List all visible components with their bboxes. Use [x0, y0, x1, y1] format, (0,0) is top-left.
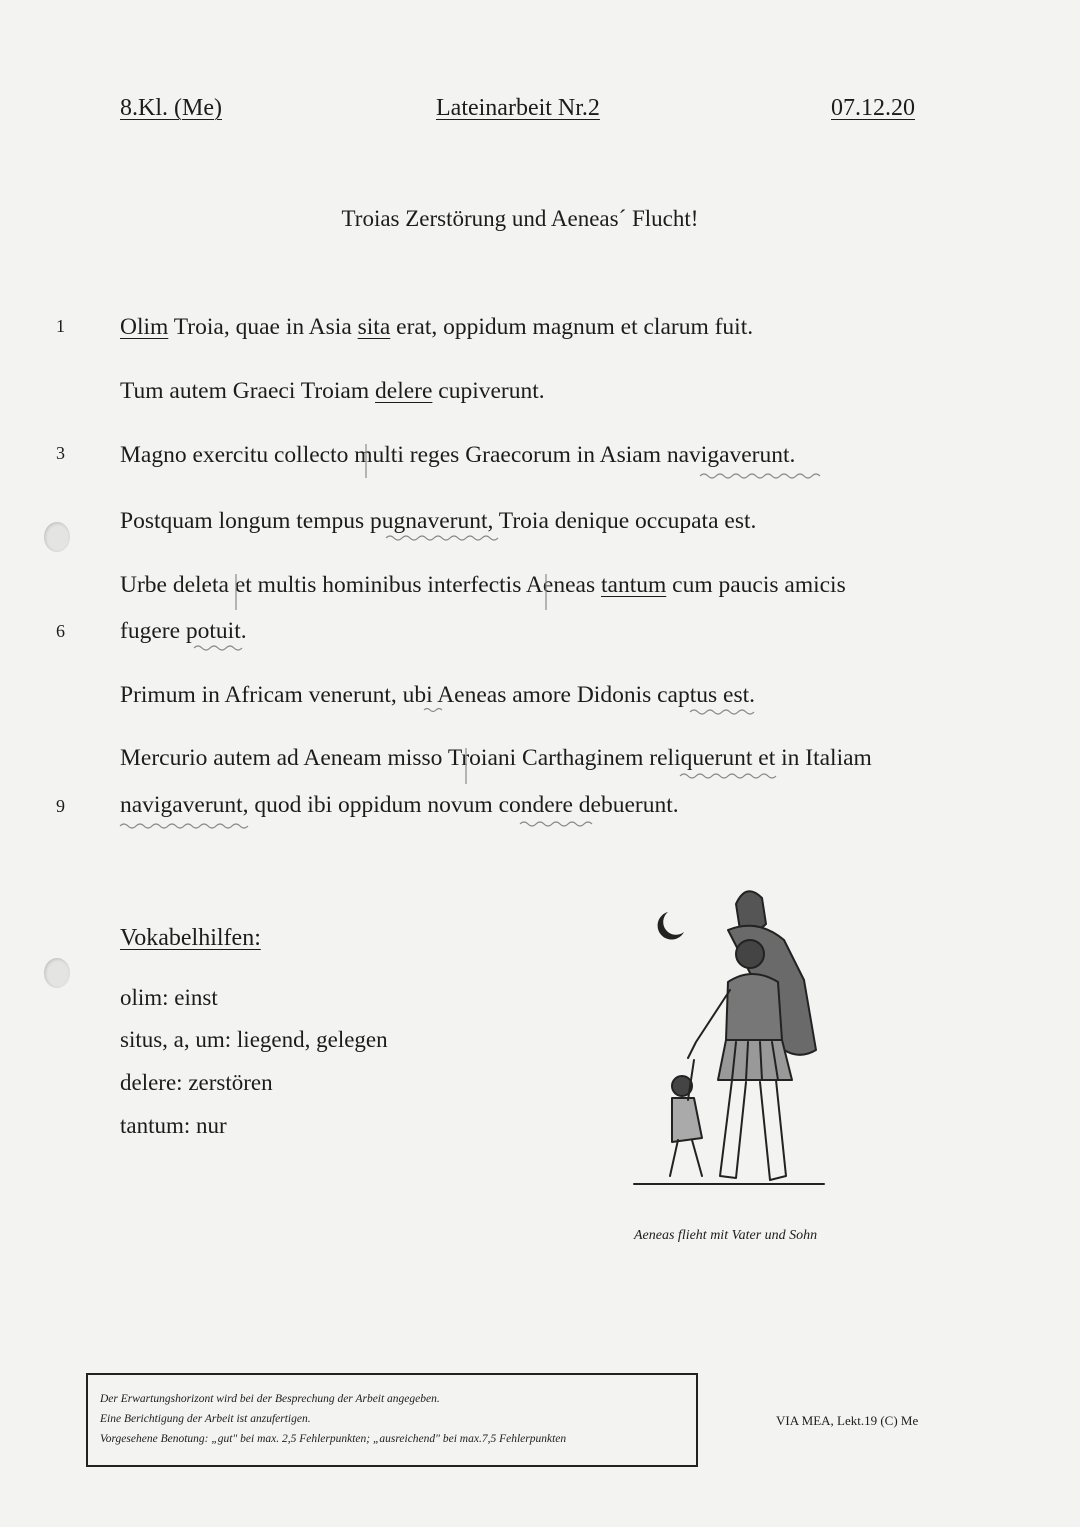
text-line-7: Primum in Africam venerunt, ubi Aeneas amore Didonis captus est.	[120, 682, 756, 708]
test-title: Lateinarbeit Nr.2	[436, 95, 600, 121]
text-line-6: fugere potuit.	[120, 618, 247, 644]
text-line-4: Postquam longum tempus pugnaverunt, Troia denique occupata est.	[120, 508, 757, 534]
aeneas-figure-icon	[628, 870, 838, 1200]
footer-notes-box	[86, 1373, 698, 1467]
vocab-word: delere	[375, 378, 433, 404]
vocab-item: tantum: nur	[120, 1113, 227, 1138]
line-number: 3	[56, 443, 65, 463]
source-credit: VIA MEA, Lekt.19 (C) Me	[776, 1413, 919, 1428]
line-number: 6	[56, 621, 65, 641]
text-segment: cupiverunt.	[432, 378, 545, 404]
punch-hole-bottom	[44, 958, 70, 988]
vocab-heading: Vokabelhilfen:	[120, 925, 261, 951]
vocab-item: olim: einst	[120, 985, 218, 1010]
line-number: 1	[56, 316, 65, 336]
footer-note: Der Erwartungshorizont wird bei der Besprechung der Arbeit angegeben.	[100, 1393, 440, 1405]
text-line-3: Magno exercitu collecto multi reges Graecorum in Asiam navigaverunt.	[120, 442, 796, 468]
vocab-word: Olim	[120, 314, 169, 340]
text-segment: erat, oppidum magnum et clarum fuit.	[390, 314, 754, 340]
text-segment: Urbe deleta et multis hominibus interfectis Aeneas	[120, 572, 601, 598]
footer-note: Vorgesehene Benotung: „gut" bei max. 2,5 Fehlerpunkten; „ausreichend" bei max.7,5 Fehlerpunkten	[100, 1433, 567, 1445]
text-segment: Troia, quae in Asia	[168, 314, 358, 340]
line-number: 9	[56, 796, 65, 816]
vocab-word: tantum	[600, 572, 667, 598]
illustration-caption: Aeneas flieht mit Vater und Sohn	[634, 1228, 818, 1243]
vocab-word: sita	[357, 314, 391, 340]
text-segment: Tum autem Graeci Troiam	[120, 378, 376, 404]
test-date: 07.12.20	[831, 95, 915, 121]
vocab-item: situs, a, um: liegend, gelegen	[120, 1027, 388, 1052]
footer-note: Eine Berichtigung der Arbeit ist anzufertigen.	[100, 1413, 311, 1425]
text-line-8: Mercurio autem ad Aeneam misso Troiani Carthaginem reliquerunt et in Italiam	[120, 745, 872, 771]
text-title: Troias Zerstörung und Aeneas´ Flucht!	[341, 206, 699, 231]
vocab-item: delere: zerstören	[120, 1070, 273, 1095]
text-line-9: navigaverunt, quod ibi oppidum novum condere debuerunt.	[120, 792, 679, 818]
text-segment: cum paucis amicis	[666, 572, 846, 598]
class-label: 8.Kl. (Me)	[120, 95, 222, 121]
